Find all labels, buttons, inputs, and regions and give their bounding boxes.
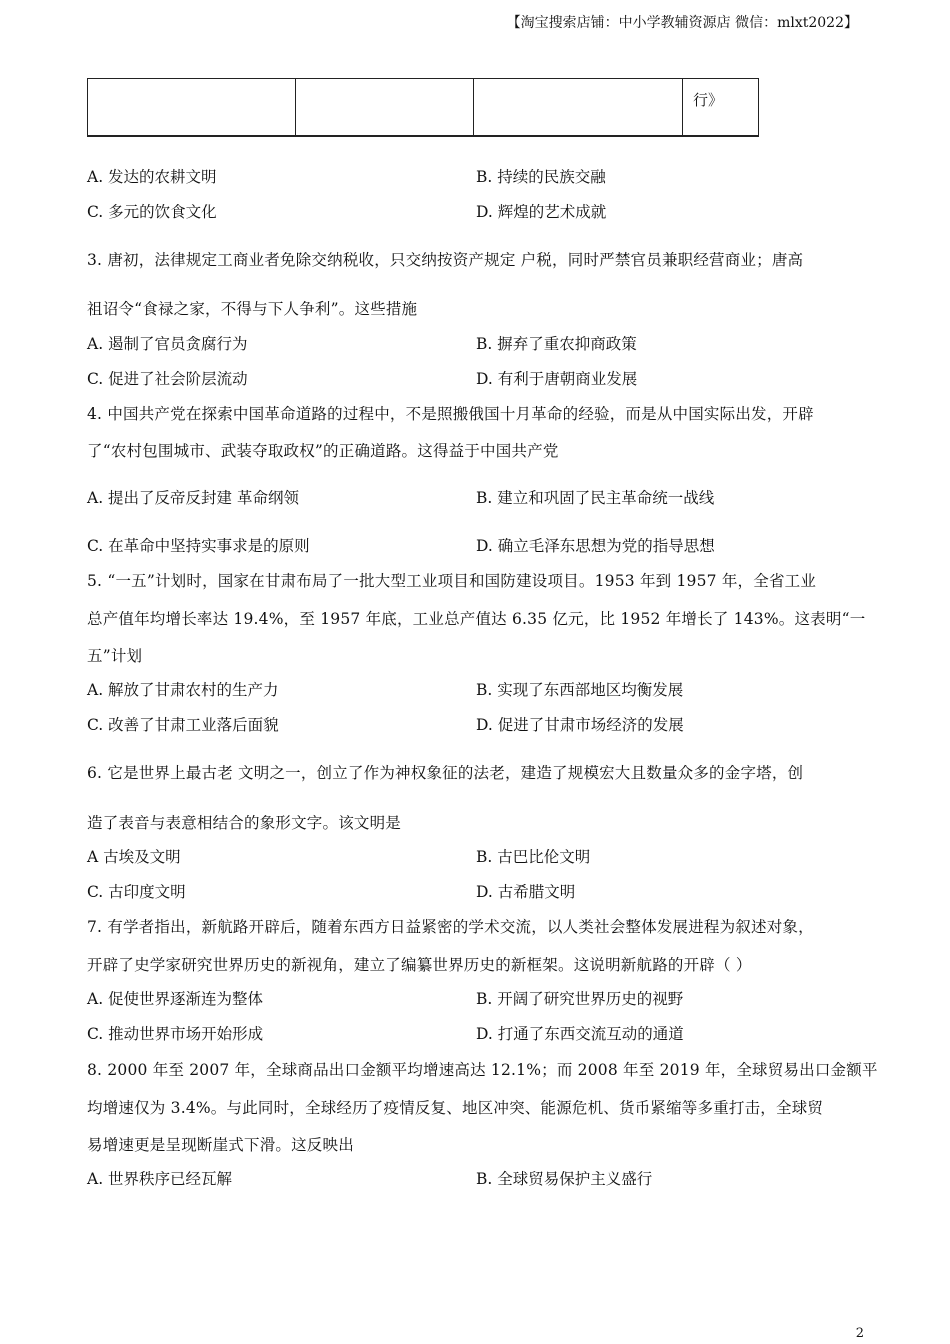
q3-option-b: B. 摒弃了重农抑商政策 xyxy=(476,335,637,353)
q5-option-c: C. 改善了甘肃工业落后面貌 xyxy=(87,716,279,734)
q3-stem-line: 祖诏令“食禄之家，不得与下人争利”。这些措施 xyxy=(87,300,418,318)
q7-option-d: D. 打通了东西交流互动的通道 xyxy=(476,1025,684,1043)
page-header: 【淘宝搜索店铺：中小学教辅资源店 微信：mlxt2022】 xyxy=(506,15,858,31)
q7-option-a: A. 促使世界逐渐连为整体 xyxy=(87,990,264,1008)
q2-option-d: D. 辉煌的艺术成就 xyxy=(476,203,607,221)
q8-option-b: B. 全球贸易保护主义盛行 xyxy=(476,1170,653,1188)
q8-stem-line: 易增速更是呈现断崖式下滑。这反映出 xyxy=(87,1136,354,1154)
q6-option-a: A 古埃及文明 xyxy=(87,848,181,866)
q5-option-b: B. 实现了东西部地区均衡发展 xyxy=(476,681,684,699)
q2-option-b: B. 持续的民族交融 xyxy=(476,168,606,186)
q2-option-c: C. 多元的饮食文化 xyxy=(87,203,217,221)
q5-stem-line: 五”计划 xyxy=(87,647,143,665)
table-cell: 行》 xyxy=(683,79,759,137)
q8-option-a: A. 世界秩序已经瓦解 xyxy=(87,1170,233,1188)
q2-option-a: A. 发达的农耕文明 xyxy=(87,168,217,186)
q5-option-d: D. 促进了甘肃市场经济的发展 xyxy=(476,716,684,734)
q8-stem-line: 均增速仅为 3.4%。与此同时，全球经历了疫情反复、地区冲突、能源危机、货币紧缩等多重打击，全球贸 xyxy=(87,1099,824,1117)
q7-option-b: B. 开阔了研究世界历史的视野 xyxy=(476,990,684,1008)
q3-stem-line: 3. 唐初，法律规定工商业者免除交纳税收，只交纳按资产规定 户税，同时严禁官员兼职经营商业；唐高 xyxy=(87,251,804,269)
q6-option-d: D. 古希腊文明 xyxy=(476,883,576,901)
q4-stem-line: 了“农村包围城市、武装夺取政权”的正确道路。这得益于中国共产党 xyxy=(87,442,559,460)
q5-stem-line: 总产值年均增长率达 19.4%，至 1957 年底，工业总产值达 6.35 亿元，比 1952 年增长了 143%。这表明“一 xyxy=(87,610,866,628)
q6-stem-line: 6. 它是世界上最古老 文明之一，创立了作为神权象征的法老，建造了规模宏大且数量众多的金字塔，创 xyxy=(87,764,804,782)
q4-option-b: B. 建立和巩固了民主革命统一战线 xyxy=(476,489,715,507)
q4-option-d: D. 确立毛泽东思想为党的指导思想 xyxy=(476,537,715,555)
q4-option-c: C. 在革命中坚持实事求是的原则 xyxy=(87,537,310,555)
q5-option-a: A. 解放了甘肃农村的生产力 xyxy=(87,681,279,699)
q3-option-a: A. 遏制了官员贪腐行为 xyxy=(87,335,248,353)
table-cell xyxy=(296,79,474,137)
table-fragment xyxy=(87,78,759,137)
q7-stem-line: 开辟了史学家研究世界历史的新视角，建立了编纂世界历史的新框架。这说明新航路的开辟（ ） xyxy=(87,956,752,974)
table-cell xyxy=(474,79,683,137)
q8-stem-line: 8. 2000 年至 2007 年，全球商品出口金额平均增速高达 12.1%；而 2008 年至 2019 年，全球贸易出口金额平 xyxy=(87,1061,878,1079)
q5-stem-line: 5. “一五”计划时，国家在甘肃布局了一批大型工业项目和国防建设项目。1953 年到 1957 年，全省工业 xyxy=(87,572,817,590)
q7-stem-line: 7. 有学者指出，新航路开辟后，随着东西方日益紧密的学术交流，以人类社会整体发展进程为叙述对象， xyxy=(87,918,814,936)
q4-option-a: A. 提出了反帝反封建 革命纲领 xyxy=(87,489,299,507)
q3-option-d: D. 有利于唐朝商业发展 xyxy=(476,370,638,388)
q4-stem-line: 4. 中国共产党在探索中国革命道路的过程中，不是照搬俄国十月革命的经验，而是从中国实际出发，开辟 xyxy=(87,405,814,423)
q6-stem-line: 造了表音与表意相结合的象形文字。该文明是 xyxy=(87,814,402,832)
page-number: 2 xyxy=(855,1326,864,1341)
table-cell xyxy=(88,79,296,137)
q3-option-c: C. 促进了社会阶层流动 xyxy=(87,370,248,388)
q6-option-c: C. 古印度文明 xyxy=(87,883,186,901)
q6-option-b: B. 古巴比伦文明 xyxy=(476,848,591,866)
q7-option-c: C. 推动世界市场开始形成 xyxy=(87,1025,264,1043)
